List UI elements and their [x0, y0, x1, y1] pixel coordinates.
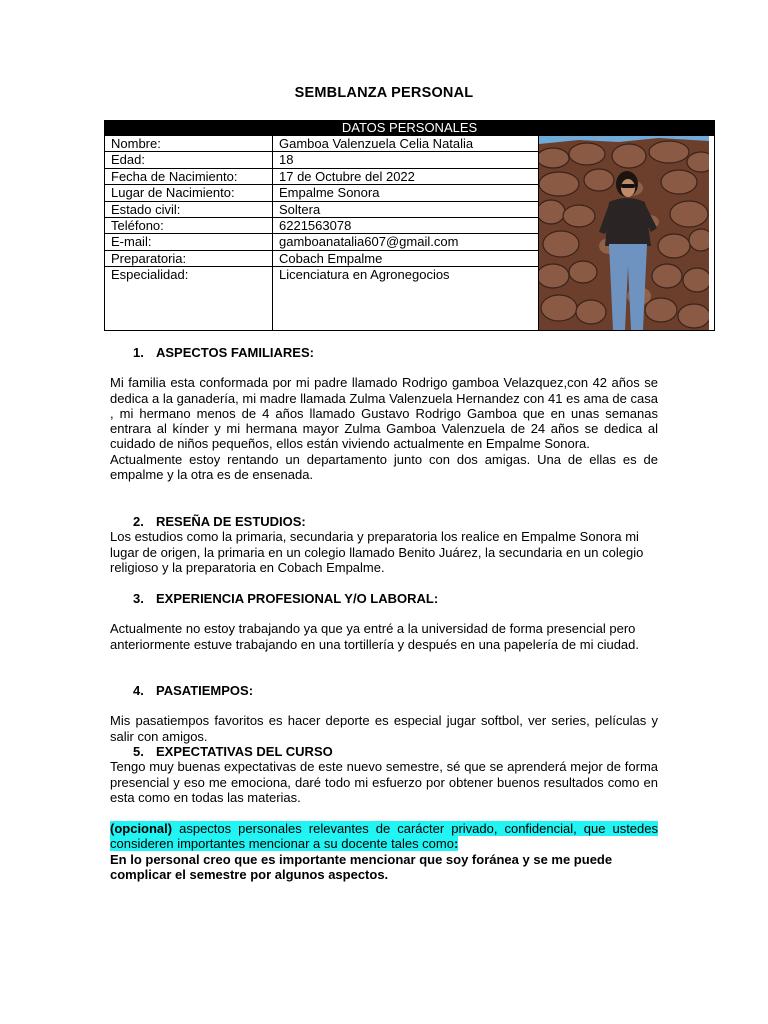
profile-photo [539, 136, 709, 330]
optional-label: (opcional) [110, 821, 173, 836]
row-label: Fecha de Nacimiento: [105, 168, 273, 184]
row-label: Estado civil: [105, 201, 273, 217]
document-title: SEMBLANZA PERSONAL [294, 85, 474, 101]
row-label: Lugar de Nacimiento: [105, 185, 273, 201]
optional-note [110, 821, 658, 852]
section-heading [110, 683, 658, 698]
section-pasatiempos [110, 683, 658, 744]
section-experiencia [110, 591, 658, 652]
section-paragraph: Tengo muy buenas expectativas de este nuevo semestre, sé que se aprenderá mejor de forma presencial y eso me emociona, daré todo mi esfuerzo por obtener buenos resultados como en esta como en todas las materias. [110, 759, 658, 805]
section-familiares [110, 345, 658, 482]
section-number: 4. [133, 683, 144, 698]
section-paragraph: Actualmente no estoy trabajando ya que ya entré a la universidad de forma presencial pero anteriormente estuve trabajando en una tortillería y después en una papelería de mi ciudad. [110, 621, 640, 652]
photo-cell [539, 136, 715, 331]
row-value: Cobach Empalme [273, 250, 539, 266]
row-label: Edad: [105, 152, 273, 168]
row-label: Especialidad: [105, 267, 273, 331]
section-paragraph: Mi familia esta conformada por mi padre llamado Rodrigo gamboa Velazquez,con 42 años se dedica a la ganadería, mi madre llamada Zulma Valenzuela Hernandez con 41 es ama de casa , mi hermano menos de 4 años llamado Gustavo Rodrigo Gamboa que en unas semanas entrara al kínder y mi hermana mayor Zulma Gamboa Valenzuela de 24 años se dedica al cuidado de niños pequeños, ellos están viviendo actualmente en Empalme Sonora. [110, 375, 658, 452]
section-title: ASPECTOS FAMILIARES: [156, 345, 314, 360]
row-label: Teléfono: [105, 218, 273, 234]
section-heading [110, 591, 658, 606]
row-label: E-mail: [105, 234, 273, 250]
optional-text: aspectos personales relevantes de carácter privado, confidencial, que ustedes consideren importantes mencionar a su docente tales como [110, 821, 658, 852]
section-title: RESEÑA DE ESTUDIOS: [156, 514, 306, 529]
row-value: gamboanatalia607@gmail.com [273, 234, 539, 250]
section-number: 3. [133, 591, 144, 606]
row-label: Nombre: [105, 136, 273, 152]
section-title: PASATIEMPOS: [156, 683, 254, 698]
optional-colon: : [453, 836, 459, 852]
optional-answer: En lo personal creo que es importante mencionar que soy foránea y se me puede complicar el semestre por algunos aspectos. [110, 851, 613, 882]
row-value: 6221563078 [273, 218, 539, 234]
row-value: Licenciatura en Agronegocios [273, 267, 539, 331]
row-value: 17 de Octubre del 2022 [273, 168, 539, 184]
section-paragraph: Actualmente estoy rentando un departamento junto con dos amigas. Una de ellas es de empalme y la otra es de ensenada. [110, 451, 658, 483]
section-number: 5. [133, 744, 144, 759]
section-heading [110, 345, 658, 360]
section-paragraph: Los estudios como la primaria, secundaria y preparatoria los realice en Empalme Sonora mi lugar de origen, la primaria en un colegio llamado Benito Juárez, la secundaria en un colegio religioso y la preparatoria en Cobach Empalme. [110, 529, 644, 575]
section-number: 1. [133, 345, 144, 360]
section-expectativas [110, 744, 658, 805]
section-title: EXPERIENCIA PROFESIONAL Y/O LABORAL: [156, 591, 439, 606]
section-title: EXPECTATIVAS DEL CURSO [156, 744, 333, 759]
table-header: DATOS PERSONALES [105, 121, 715, 136]
personal-data-table [104, 120, 715, 331]
section-number: 2. [133, 514, 144, 529]
section-estudios [110, 514, 658, 575]
section-paragraph: Mis pasatiempos favoritos es hacer deporte es especial jugar softbol, ver series, películas y salir con amigos. [110, 713, 658, 744]
row-value: Gamboa Valenzuela Celia Natalia [273, 136, 539, 152]
section-heading [110, 744, 658, 759]
row-value: 18 [273, 152, 539, 168]
row-value: Empalme Sonora [273, 185, 539, 201]
section-heading [110, 514, 658, 529]
section-opcional [110, 821, 658, 882]
row-label: Preparatoria: [105, 250, 273, 266]
row-value: Soltera [273, 201, 539, 217]
